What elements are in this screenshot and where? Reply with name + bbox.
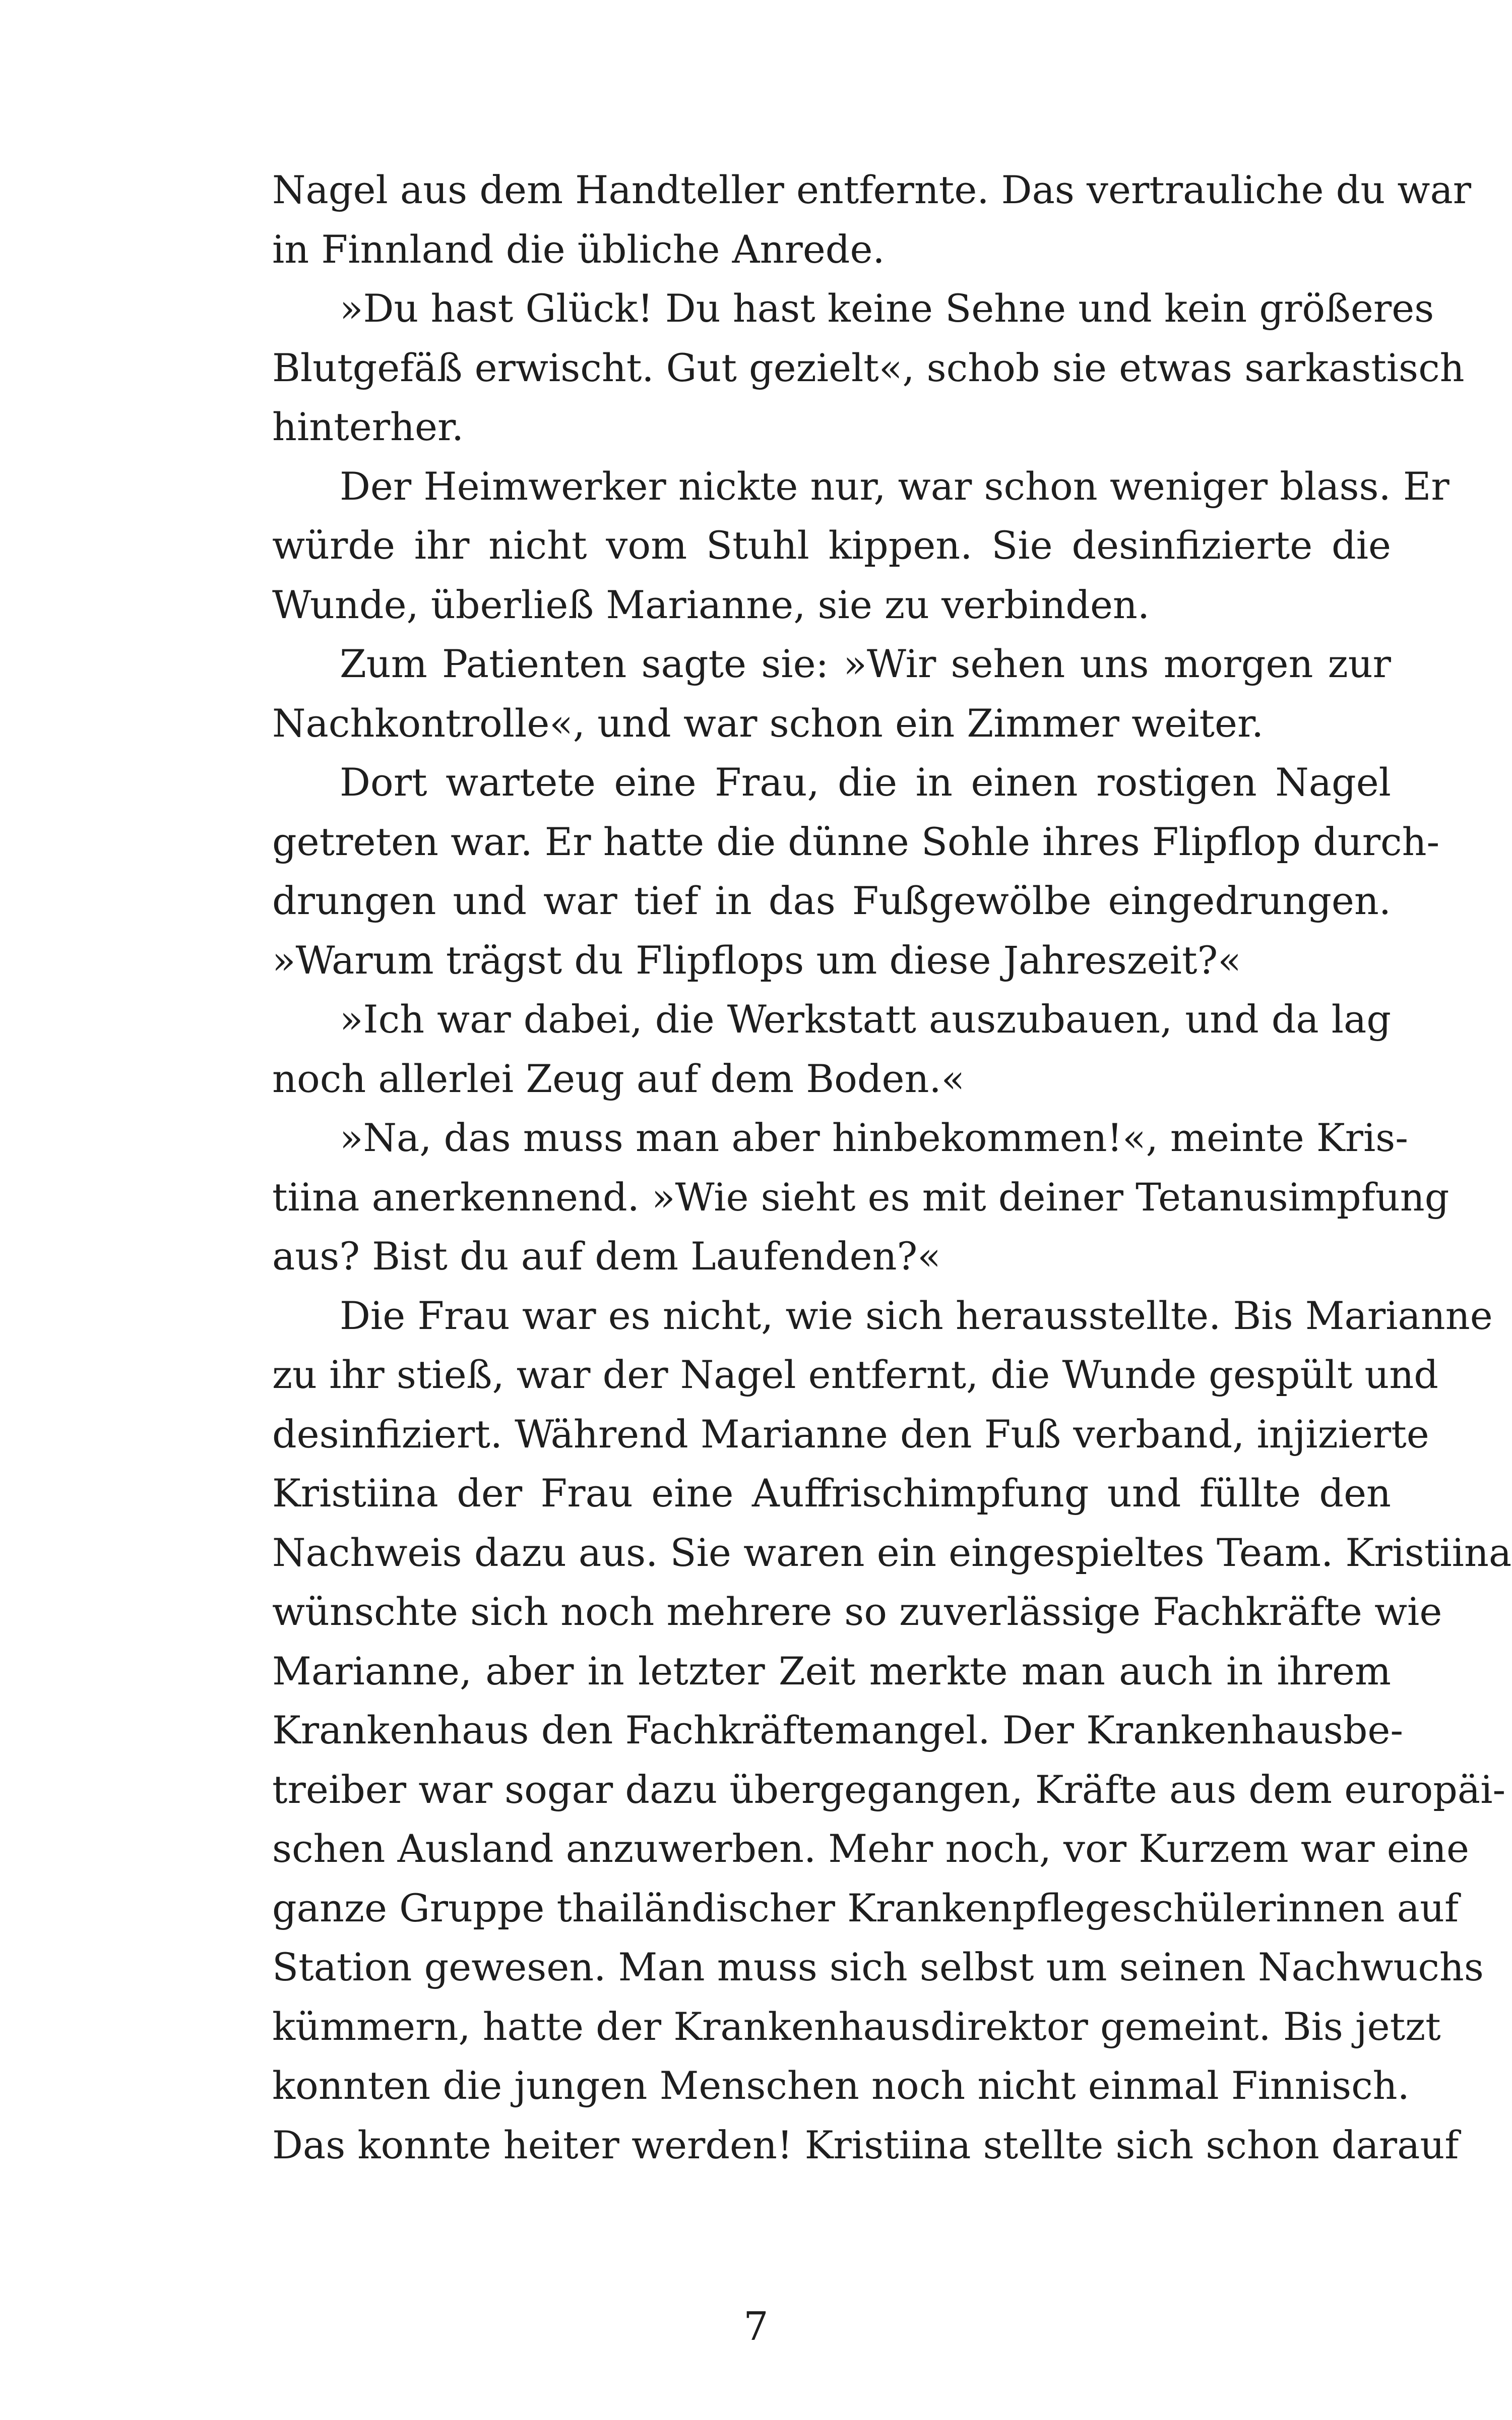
text-line: Krankenhaus den Fachkräftemangel. Der Krankenhausbe-	[272, 1708, 1404, 1752]
page-number: 7	[743, 2304, 769, 2349]
text-line: »Na, das muss man aber hinbekommen!«, meinte Kris-	[340, 1115, 1408, 1160]
text-line: kümmern, hatte der Krankenhausdirektor gemeint. Bis jetzt	[272, 2004, 1441, 2049]
text-line: »Du hast Glück! Du hast keine Sehne und kein größeres	[340, 286, 1434, 331]
text-line: Die Frau war es nicht, wie sich herausstellte. Bis Marianne	[340, 1293, 1493, 1338]
text-line: in Finnland die übliche Anrede.	[272, 226, 885, 272]
text-line: Wunde, überließ Marianne, sie zu verbinden.	[272, 582, 1150, 627]
text-line: ganze Gruppe thailändischer Krankenpflegeschülerinnen auf	[272, 1885, 1459, 1930]
text-line: Dort wartete eine Frau, die in einen rostigen Nagel	[340, 760, 1391, 805]
text-line: tiina anerkennend. »Wie sieht es mit deiner Tetanusimpfung	[272, 1174, 1450, 1220]
text-line: »Ich war dabei, die Werkstatt auszubauen, und da lag	[340, 997, 1391, 1042]
text-line: Nachweis dazu aus. Sie waren ein eingespieltes Team. Kristiina	[272, 1530, 1512, 1575]
text-line: würde ihr nicht vom Stuhl kippen. Sie desinfizierte die	[272, 523, 1391, 568]
text-line: drungen und war tief in das Fußgewölbe eingedrungen.	[272, 878, 1391, 923]
text-line: Der Heimwerker nickte nur, war schon weniger blass. Er	[340, 463, 1450, 509]
text-line: zu ihr stieß, war der Nagel entfernt, die Wunde gespült und	[272, 1352, 1438, 1397]
text-line: konnten die jungen Menschen noch nicht einmal Finnisch.	[272, 2063, 1410, 2108]
text-line: aus? Bist du auf dem Laufenden?«	[272, 1234, 941, 1279]
text-line: Station gewesen. Man muss sich selbst um seinen Nachwuchs	[272, 1945, 1484, 1989]
text-line: Nachkontrolle«, und war schon ein Zimmer weiter.	[272, 700, 1264, 746]
text-line: Zum Patienten sagte sie: »Wir sehen uns morgen zur	[340, 641, 1391, 686]
text-line: wünschte sich noch mehrere so zuverlässige Fachkräfte wie	[272, 1589, 1442, 1634]
body-text	[272, 160, 1512, 2174]
text-line: hinterher.	[272, 404, 464, 449]
text-line: Kristiina der Frau eine Auffrischimpfung und füllte den	[272, 1471, 1391, 1516]
text-line: Das konnte heiter werden! Kristiina stellte sich schon darauf	[272, 2122, 1459, 2167]
text-line: treiber war sogar dazu übergegangen, Kräfte aus dem europäi-	[272, 1767, 1506, 1812]
text-line: schen Ausland anzuwerben. Mehr noch, vor Kurzem war eine	[272, 1826, 1469, 1871]
text-line: Blutgefäß erwischt. Gut gezielt«, schob sie etwas sarkastisch	[272, 345, 1465, 390]
text-line: desinfiziert. Während Marianne den Fuß verband, injizierte	[272, 1411, 1429, 1457]
text-line: Marianne, aber in letzter Zeit merkte man auch in ihrem	[272, 1648, 1391, 1693]
text-line: getreten war. Er hatte die dünne Sohle ihres Flipflop durch-	[272, 819, 1440, 864]
text-line: Nagel aus dem Handteller entfernte. Das vertrauliche du war	[272, 167, 1472, 212]
text-line: noch allerlei Zeug auf dem Boden.«	[272, 1056, 965, 1101]
text-line: »Warum trägst du Flipflops um diese Jahreszeit?«	[272, 937, 1241, 983]
